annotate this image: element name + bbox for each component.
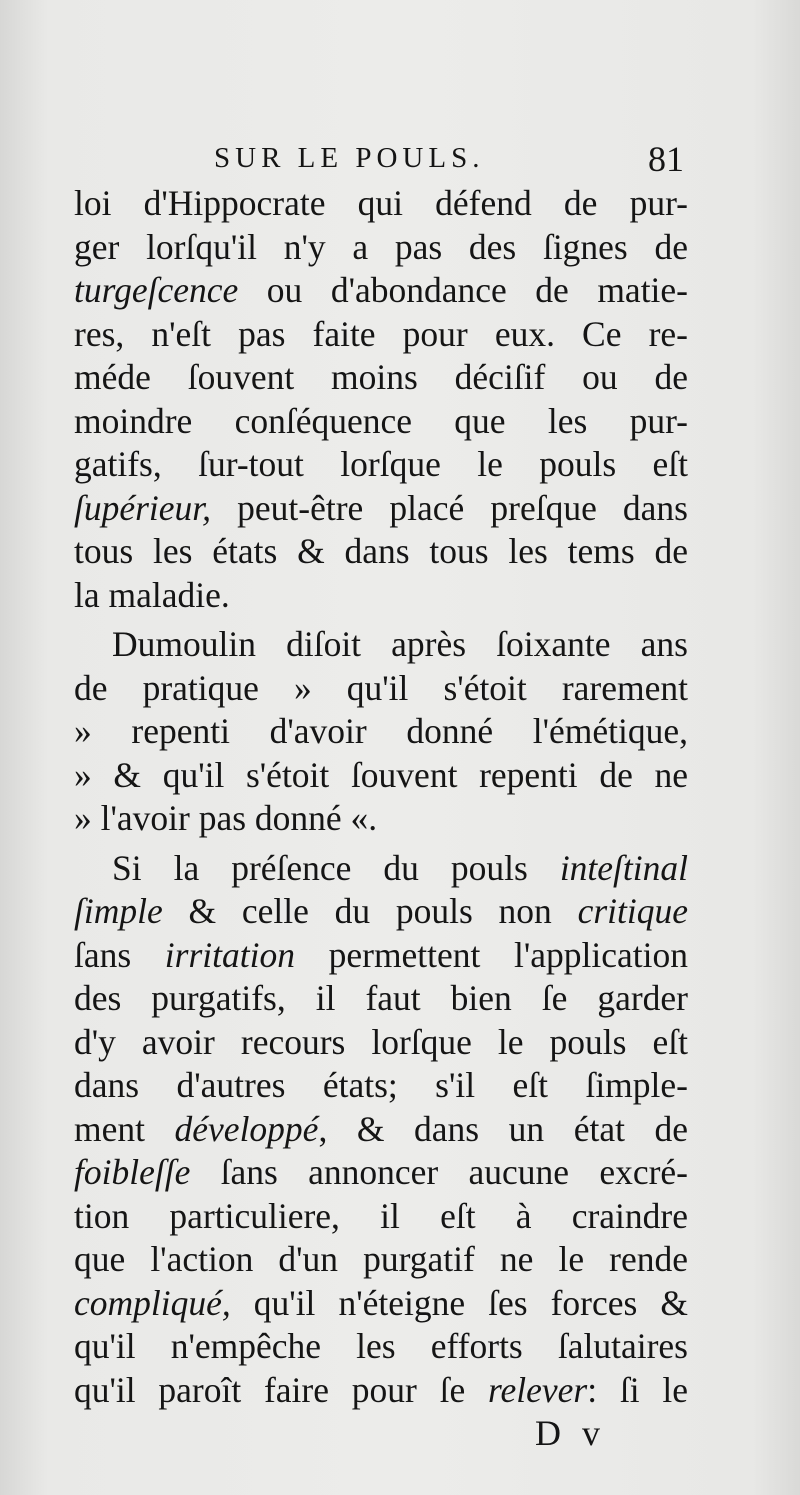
signature-mark: D v (535, 1413, 606, 1453)
italic-term: critique (577, 891, 688, 931)
italic-term: développé (174, 1108, 319, 1149)
text-line: de pratique » qu'il s'étoit rarement (74, 667, 688, 708)
page-header (214, 138, 684, 182)
text-line: que l'action d'un purgatif ne le rende (74, 1239, 688, 1279)
text-line: d'y avoir recours lorſque le pouls eſt (74, 1021, 688, 1062)
text-line: ſans irritation permettent l'application (74, 934, 688, 975)
body-text (74, 182, 688, 1412)
text-line: moindre conſéquence que les pur- (74, 400, 688, 441)
text-line: qu'il n'empêche les efforts ſalutaires (74, 1326, 688, 1366)
italic-term: compliqué, (74, 1282, 231, 1323)
text-line: ſupérieur, peut-être placé preſque dans (74, 487, 688, 528)
text-line: dans d'autres états; s'il eſt ſimple- (74, 1065, 688, 1105)
italic-term: foibleſſe (74, 1152, 191, 1192)
text-line: tion particuliere, il eſt à craindre (74, 1195, 688, 1236)
running-title: SUR LE POULS. (214, 142, 485, 174)
text-line: Si la préſence du pouls inteſtinal (112, 847, 688, 888)
text-line: compliqué, qu'il n'éteigne ſes forces & (74, 1282, 688, 1323)
italic-term: relever (488, 1369, 588, 1410)
text-line: ſimple & celle du pouls non critique (74, 891, 688, 931)
text-line: gatifs, ſur-tout lorſque le pouls eſt (74, 444, 688, 484)
text-line: » repenti d'avoir donné l'émétique, (74, 711, 688, 751)
text-line: » l'avoir pas donné «. (74, 798, 378, 838)
text-line: des purgatifs, il faut bien ſe garder (74, 978, 688, 1018)
italic-term: ſupérieur, (74, 487, 212, 528)
text-line: » & qu'il s'étoit ſouvent repenti de ne (74, 754, 688, 795)
text-line: ment développé, & dans un état de (74, 1108, 689, 1149)
italic-term: irritation (164, 934, 295, 975)
italic-term: inteſtinal (559, 847, 688, 888)
text-line: ger lorſqu'il n'y a pas des ſignes de (74, 226, 688, 267)
text-line: la maladie. (74, 574, 230, 615)
text-line: méde ſouvent moins déciſif ou de (74, 357, 688, 397)
text-line: loi d'Hippocrate qui défend de pur- (74, 183, 688, 223)
text-line: tous les états & dans tous les tems de (74, 531, 688, 571)
text-line: qu'il paroît faire pour ſe relever: ſi le (74, 1369, 688, 1410)
text-line: res, n'eſt pas faite pour eux. Ce re- (74, 313, 688, 354)
italic-term: turgeſcence (74, 270, 239, 310)
text-line: Dumoulin diſoit après ſoixante ans (112, 624, 688, 664)
text-line: foibleſſe ſans annoncer aucune excré- (74, 1152, 688, 1192)
italic-term: ſimple (74, 891, 163, 931)
page-number: 81 (648, 139, 684, 179)
text-line: turgeſcence ou d'abondance de matie- (74, 270, 688, 310)
